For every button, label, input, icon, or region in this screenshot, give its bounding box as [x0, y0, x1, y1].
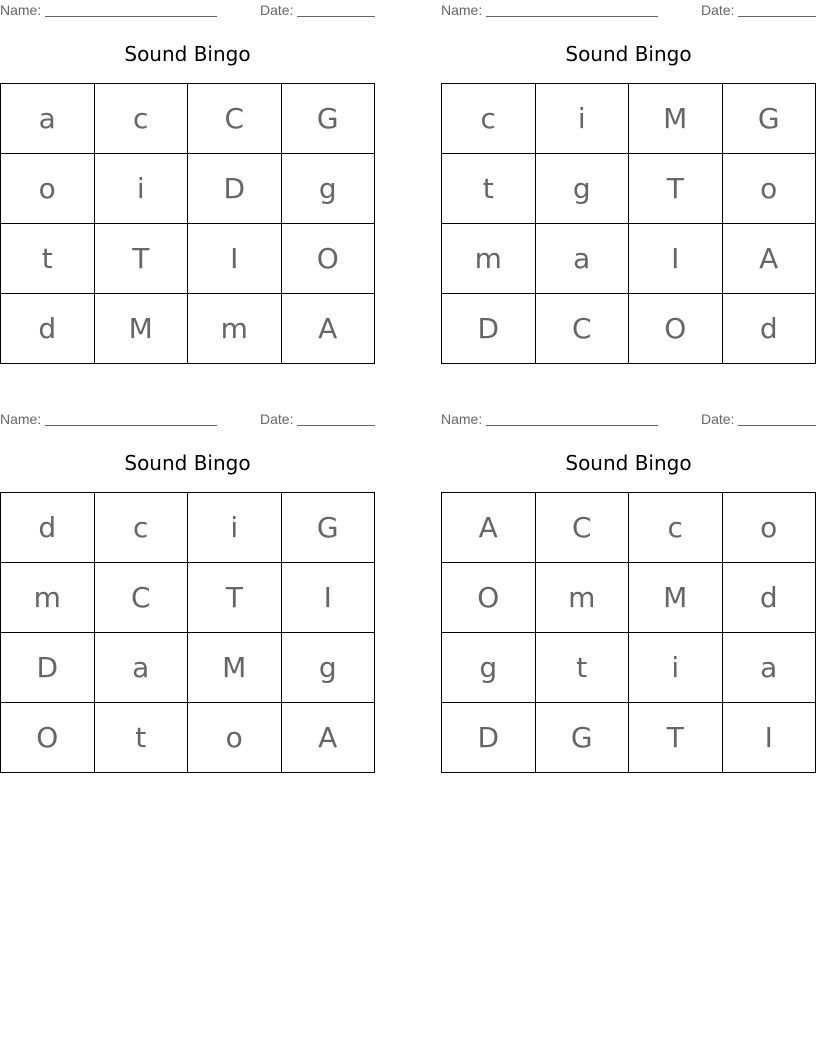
bingo-cell[interactable]: t — [94, 703, 188, 773]
bingo-cell[interactable]: T — [188, 563, 282, 633]
bingo-cell[interactable]: t — [1, 224, 95, 294]
bingo-cell[interactable]: o — [722, 493, 816, 563]
bingo-cell[interactable]: M — [629, 84, 723, 154]
bingo-cell[interactable]: D — [442, 294, 536, 364]
bingo-cell[interactable]: A — [442, 493, 536, 563]
grid-row — [442, 703, 816, 773]
bingo-cell[interactable]: o — [188, 703, 282, 773]
grid-row — [442, 563, 816, 633]
bingo-cell[interactable]: i — [94, 154, 188, 224]
bingo-cell[interactable]: C — [535, 493, 629, 563]
bingo-cell[interactable]: C — [535, 294, 629, 364]
grid-row — [442, 294, 816, 364]
bingo-cell[interactable]: M — [94, 294, 188, 364]
bingo-cell[interactable]: O — [1, 703, 95, 773]
bingo-cell[interactable]: a — [535, 224, 629, 294]
grid-row — [1, 294, 375, 364]
bingo-cell[interactable]: t — [535, 633, 629, 703]
date-field[interactable] — [738, 425, 816, 426]
bingo-cell[interactable]: g — [281, 633, 375, 703]
bingo-cell[interactable]: D — [1, 633, 95, 703]
card-title: Sound Bingo — [124, 451, 251, 475]
bingo-cell[interactable]: c — [94, 84, 188, 154]
bingo-cell[interactable]: o — [1, 154, 95, 224]
card-title: Sound Bingo — [565, 451, 692, 475]
grid-row — [1, 154, 375, 224]
bingo-cell[interactable]: o — [722, 154, 816, 224]
bingo-cell[interactable]: T — [94, 224, 188, 294]
bingo-cell[interactable]: a — [722, 633, 816, 703]
bingo-cell[interactable]: D — [188, 154, 282, 224]
bingo-grid — [0, 492, 375, 773]
name-label: Name: — [0, 411, 42, 427]
name-label: Name: — [441, 411, 483, 427]
bingo-cell[interactable]: C — [188, 84, 282, 154]
grid-row — [442, 224, 816, 294]
name-field[interactable] — [486, 425, 658, 426]
date-label: Date: — [701, 2, 735, 18]
bingo-cell[interactable]: A — [281, 294, 375, 364]
grid-row — [442, 154, 816, 224]
bingo-cell[interactable]: m — [1, 563, 95, 633]
bingo-cell[interactable]: i — [188, 493, 282, 563]
grid-row — [442, 493, 816, 563]
bingo-grid — [441, 492, 816, 773]
card-header — [441, 409, 816, 429]
card-header — [441, 0, 816, 20]
date-label: Date: — [701, 411, 735, 427]
bingo-cell[interactable]: I — [629, 224, 723, 294]
bingo-cell[interactable]: c — [629, 493, 723, 563]
grid-row — [1, 493, 375, 563]
name-field[interactable] — [45, 16, 217, 17]
bingo-cell[interactable]: O — [281, 224, 375, 294]
grid-row — [1, 84, 375, 154]
bingo-cell[interactable]: G — [535, 703, 629, 773]
bingo-cell[interactable]: m — [535, 563, 629, 633]
bingo-cell[interactable]: g — [442, 633, 536, 703]
bingo-cell[interactable]: I — [188, 224, 282, 294]
bingo-cell[interactable]: d — [1, 294, 95, 364]
grid-row — [1, 703, 375, 773]
bingo-cell[interactable]: i — [629, 633, 723, 703]
bingo-cell[interactable]: G — [281, 84, 375, 154]
bingo-cell[interactable]: I — [722, 703, 816, 773]
card-header — [0, 0, 375, 20]
bingo-cell[interactable]: I — [281, 563, 375, 633]
bingo-cell[interactable]: m — [442, 224, 536, 294]
bingo-grid — [0, 83, 375, 364]
bingo-cell[interactable]: a — [94, 633, 188, 703]
bingo-cell[interactable]: M — [629, 563, 723, 633]
bingo-cell[interactable]: a — [1, 84, 95, 154]
grid-row — [442, 84, 816, 154]
bingo-cell[interactable]: g — [281, 154, 375, 224]
card-header — [0, 409, 375, 429]
bingo-cell[interactable]: T — [629, 154, 723, 224]
name-label: Name: — [0, 2, 42, 18]
name-label: Name: — [441, 2, 483, 18]
card-title: Sound Bingo — [565, 42, 692, 66]
bingo-cell[interactable]: G — [281, 493, 375, 563]
card-title: Sound Bingo — [124, 42, 251, 66]
grid-row — [1, 224, 375, 294]
bingo-cell[interactable]: c — [442, 84, 536, 154]
date-field[interactable] — [297, 16, 375, 17]
bingo-cell[interactable]: t — [442, 154, 536, 224]
date-label: Date: — [260, 411, 294, 427]
bingo-cell[interactable]: C — [94, 563, 188, 633]
grid-row — [442, 633, 816, 703]
name-field[interactable] — [486, 16, 658, 17]
bingo-cell[interactable]: d — [1, 493, 95, 563]
date-field[interactable] — [738, 16, 816, 17]
grid-row — [1, 563, 375, 633]
date-field[interactable] — [297, 425, 375, 426]
bingo-cell[interactable]: O — [442, 563, 536, 633]
name-field[interactable] — [45, 425, 217, 426]
bingo-cell[interactable]: c — [94, 493, 188, 563]
bingo-cell[interactable]: G — [722, 84, 816, 154]
bingo-cell[interactable]: g — [535, 154, 629, 224]
bingo-cell[interactable]: A — [722, 224, 816, 294]
bingo-cell[interactable]: d — [722, 563, 816, 633]
bingo-cell[interactable]: D — [442, 703, 536, 773]
bingo-cell[interactable]: d — [722, 294, 816, 364]
bingo-cell[interactable]: M — [188, 633, 282, 703]
bingo-grid — [441, 83, 816, 364]
bingo-cell[interactable]: T — [629, 703, 723, 773]
bingo-cell[interactable]: O — [629, 294, 723, 364]
bingo-cell[interactable]: i — [535, 84, 629, 154]
date-label: Date: — [260, 2, 294, 18]
bingo-cell[interactable]: A — [281, 703, 375, 773]
bingo-cell[interactable]: m — [188, 294, 282, 364]
grid-row — [1, 633, 375, 703]
